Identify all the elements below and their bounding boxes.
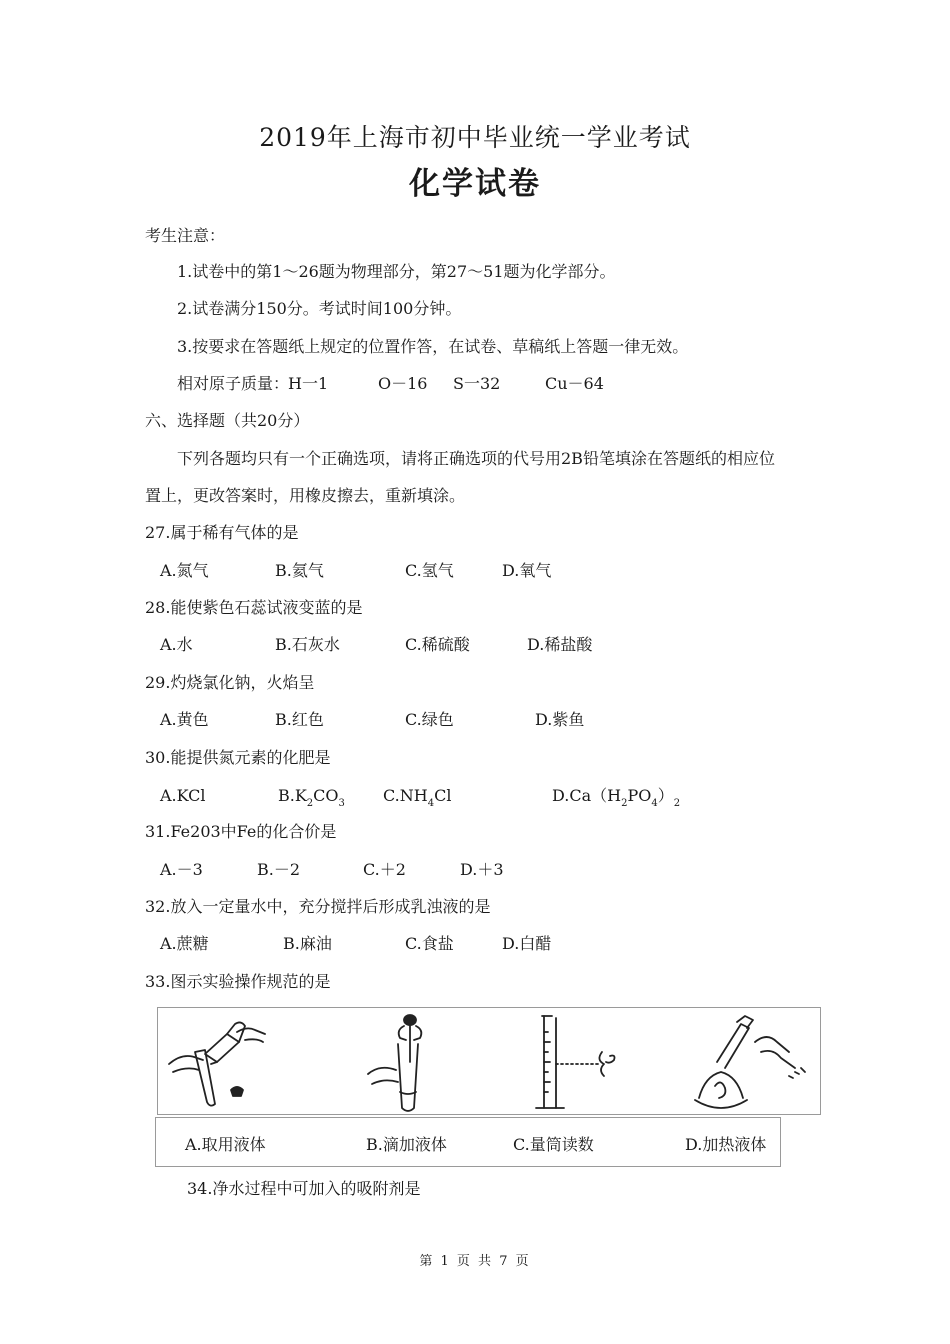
question-27-option-a: A.氮气 [160, 561, 209, 580]
question-30-option-c: $C.NH_4Cl$ [383, 786, 452, 809]
atomic-mass-h: H一1 [288, 374, 329, 393]
question-28-option-d: D.稀盐酸 [527, 635, 593, 654]
question-27-option-d: D.氧气 [502, 561, 552, 580]
question-30-stem: 30.能提供氮元素的化肥是 [145, 748, 331, 767]
question-28-option-c: C.稀硫酸 [405, 635, 470, 654]
page-footer: 第 1 页 共 7 页 [419, 1254, 531, 1269]
dropping-liquid-illustration [360, 1012, 450, 1114]
notice-item-1: 1.试卷中的第1～26题为物理部分，第27～51题为化学部分。 [177, 262, 616, 281]
exam-title: 2019年上海市初中毕业统一学业考试 [259, 123, 691, 152]
question-31-option-b: B.－2 [257, 860, 301, 879]
atomic-mass-label: 相对原子质量： [177, 374, 290, 393]
pouring-liquid-illustration [165, 1012, 285, 1112]
section-instruction-2: 置上，更改答案时，用橡皮擦去，重新填涂。 [145, 486, 466, 505]
question-28-option-b: B.石灰水 [275, 635, 340, 654]
question-34-stem: 34.净水过程中可加入的吸附剂是 [187, 1179, 421, 1198]
paper-subtitle: 化学试卷 [409, 166, 541, 202]
question-31-option-a: A.－3 [160, 860, 203, 879]
question-32-option-d: D.白醋 [502, 934, 552, 953]
question-29-option-c: C.绿色 [405, 710, 454, 729]
question-30-option-a: A.KCl [160, 786, 206, 805]
figure-caption-c: C.量筒读数 [513, 1135, 594, 1154]
question-29-option-b: B.红色 [275, 710, 324, 729]
figure-caption-d: D.加热液体 [685, 1135, 767, 1154]
question-28-option-a: A.水 [160, 635, 193, 654]
question-31-option-d: D.＋3 [460, 860, 504, 879]
notice-item-3: 3.按要求在答题纸上规定的位置作答，在试卷、草稿纸上答题一律无效。 [177, 337, 689, 356]
question-33-stem: 33.图示实验操作规范的是 [145, 972, 331, 991]
notice-label: 考生注意： [145, 226, 226, 245]
question-30-option-b: $B.K_2CO_3$ [278, 786, 345, 809]
question-31-option-c: C.＋2 [363, 860, 406, 879]
question-27-stem: 27.属于稀有气体的是 [145, 523, 299, 542]
question-30-option-d: $D.Ca(H_2PO_4)_2$ [552, 786, 681, 809]
question-29-stem: 29.灼烧氯化钠，火焰呈 [145, 673, 315, 692]
question-29-option-a: A.黄色 [160, 710, 209, 729]
figure-caption-frame [155, 1117, 781, 1167]
question-32-option-b: B.麻油 [283, 934, 332, 953]
question-27-option-b: B.氦气 [275, 561, 324, 580]
heating-liquid-illustration [685, 1012, 815, 1114]
figure-caption-b: B.滴加液体 [366, 1135, 447, 1154]
question-32-option-a: A.蔗糖 [160, 934, 209, 953]
atomic-mass-s: S一32 [453, 374, 501, 393]
question-32-option-c: C.食盐 [405, 934, 454, 953]
section-title: 六、选择题（共20分） [145, 411, 310, 430]
question-32-stem: 32.放入一定量水中，充分搅拌后形成乳浊液的是 [145, 897, 491, 916]
question-27-option-c: C.氢气 [405, 561, 454, 580]
question-31-stem: 31.Fe203中Fe的化合价是 [145, 822, 337, 841]
cylinder-reading-illustration [530, 1012, 640, 1112]
question-29-option-d: D.紫鱼 [535, 710, 585, 729]
atomic-mass-cu: Cu－64 [545, 374, 604, 393]
figure-caption-a: A.取用液体 [185, 1135, 266, 1154]
notice-item-2: 2.试卷满分150分。考试时间100分钟。 [177, 299, 462, 318]
question-28-stem: 28.能使紫色石蕊试液变蓝的是 [145, 598, 363, 617]
section-instruction-1: 下列各题均只有一个正确选项，请将正确选项的代号用2B铅笔填涂在答题纸的相应位 [177, 449, 775, 468]
atomic-mass-o: O－16 [378, 374, 428, 393]
